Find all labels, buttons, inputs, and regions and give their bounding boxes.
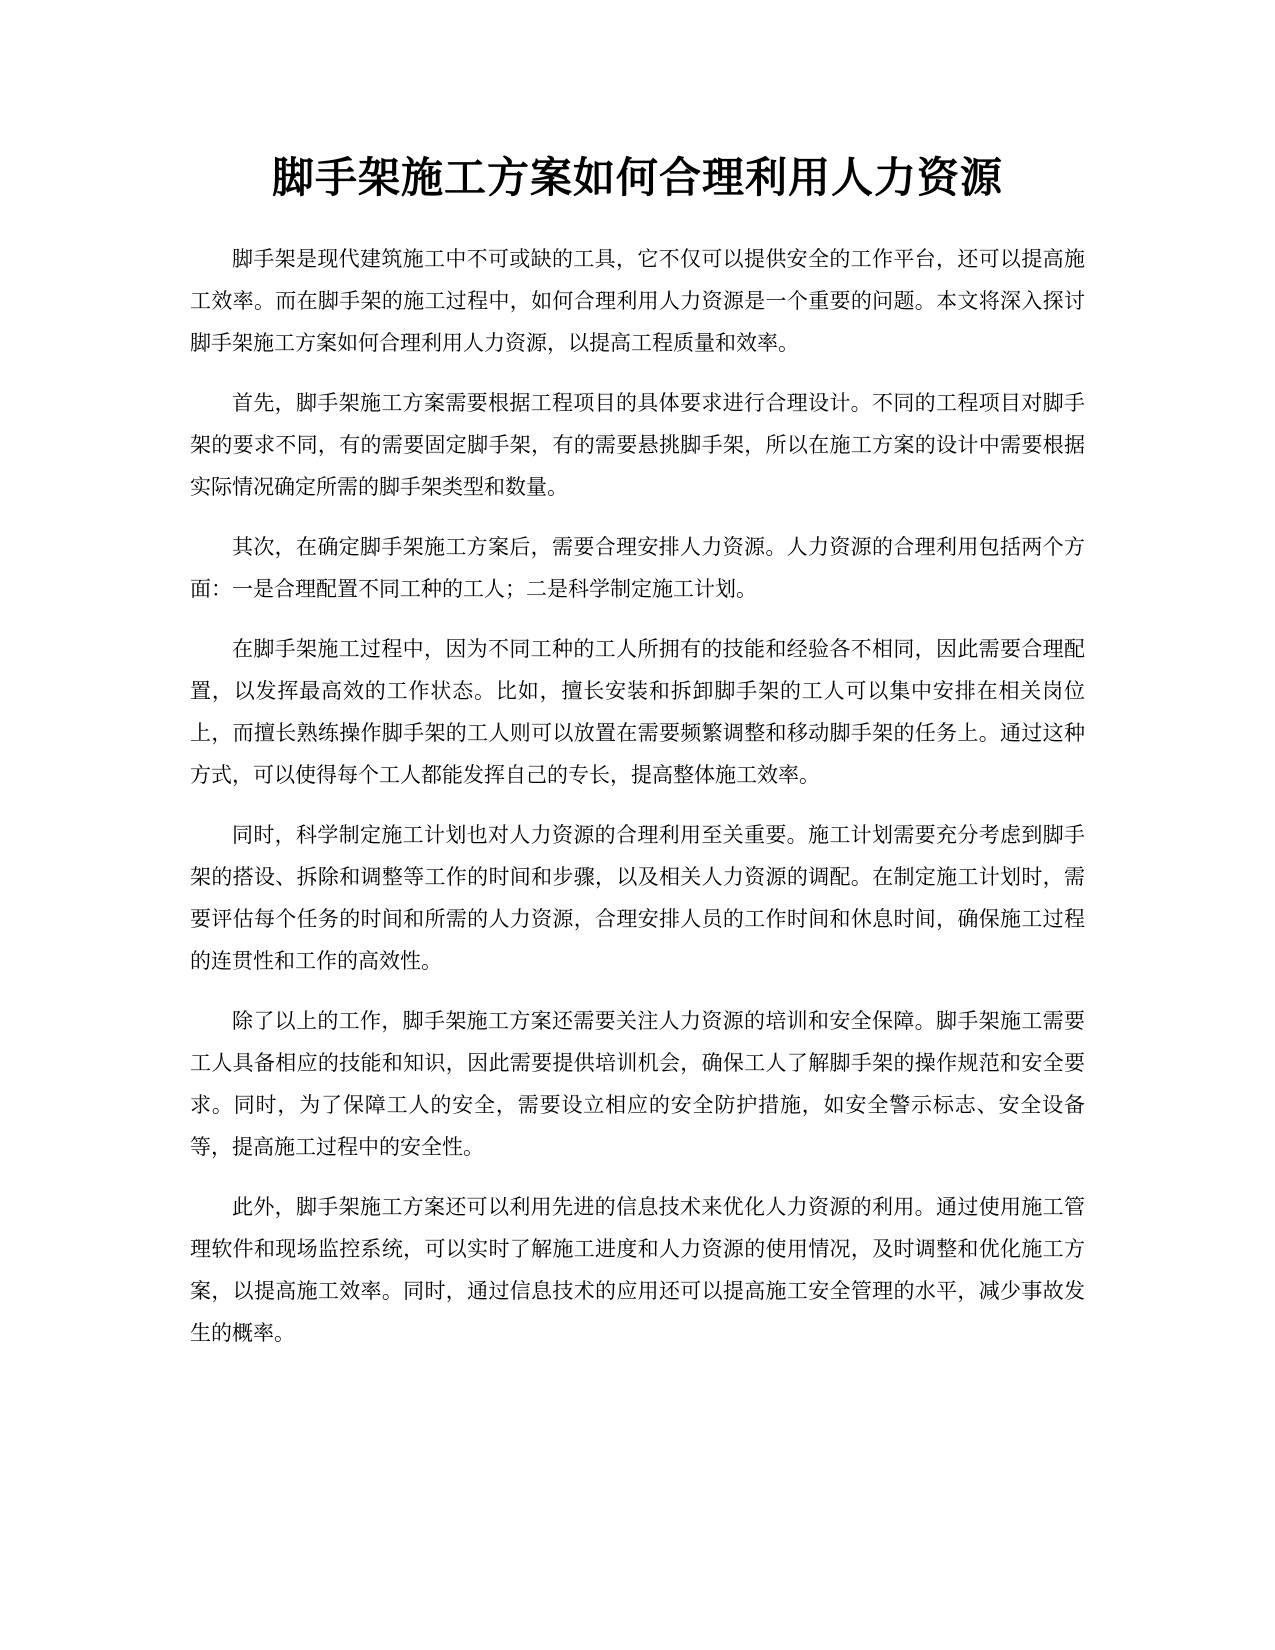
paragraph: 同时，科学制定施工计划也对人力资源的合理利用至关重要。施工计划需要充分考虑到脚手架的搭设、拆除和调整等工作的时间和步骤，以及相关人力资源的调配。在制定施工计划时，需要评估每个任务的时间和所需的人力资源，合理安排人员的工作时间和休息时间，确保施工过程的连贯性和工作的高效性。 bbox=[190, 823, 1085, 973]
paragraph: 脚手架是现代建筑施工中不可或缺的工具，它不仅可以提供安全的工作平台，还可以提高施工效率。而在脚手架的施工过程中，如何合理利用人力资源是一个重要的问题。本文将深入探讨脚手架施工方案如何合理利用人力资源，以提高工程质量和效率。 bbox=[190, 247, 1085, 355]
paragraph: 其次，在确定脚手架施工方案后，需要合理安排人力资源。人力资源的合理利用包括两个方面：一是合理配置不同工种的工人；二是科学制定施工计划。 bbox=[190, 535, 1085, 601]
paragraph: 此外，脚手架施工方案还可以利用先进的信息技术来优化人力资源的利用。通过使用施工管理软件和现场监控系统，可以实时了解施工进度和人力资源的使用情况，及时调整和优化施工方案，以提高施工效率。同时，通过信息技术的应用还可以提高施工安全管理的水平，减少事故发生的概率。 bbox=[190, 1195, 1085, 1345]
document-body bbox=[190, 238, 1085, 1372]
paragraph: 首先，脚手架施工方案需要根据工程项目的具体要求进行合理设计。不同的工程项目对脚手架的要求不同，有的需要固定脚手架，有的需要悬挑脚手架，所以在施工方案的设计中需要根据实际情况确定所需的脚手架类型和数量。 bbox=[190, 391, 1085, 499]
paragraph: 除了以上的工作，脚手架施工方案还需要关注人力资源的培训和安全保障。脚手架施工需要工人具备相应的技能和知识，因此需要提供培训机会，确保工人了解脚手架的操作规范和安全要求。同时，为了保障工人的安全，需要设立相应的安全防护措施，如安全警示标志、安全设备等，提高施工过程中的安全性。 bbox=[190, 1009, 1085, 1159]
document-title: 脚手架施工方案如何合理利用人力资源 bbox=[271, 153, 1003, 202]
paragraph: 在脚手架施工过程中，因为不同工种的工人所拥有的技能和经验各不相同，因此需要合理配置，以发挥最高效的工作状态。比如，擅长安装和拆卸脚手架的工人可以集中安排在相关岗位上，而擅长熟练操作脚手架的工人则可以放置在需要频繁调整和移动脚手架的任务上。通过这种方式，可以使得每个工人都能发挥自己的专长，提高整体施工效率。 bbox=[190, 637, 1085, 787]
